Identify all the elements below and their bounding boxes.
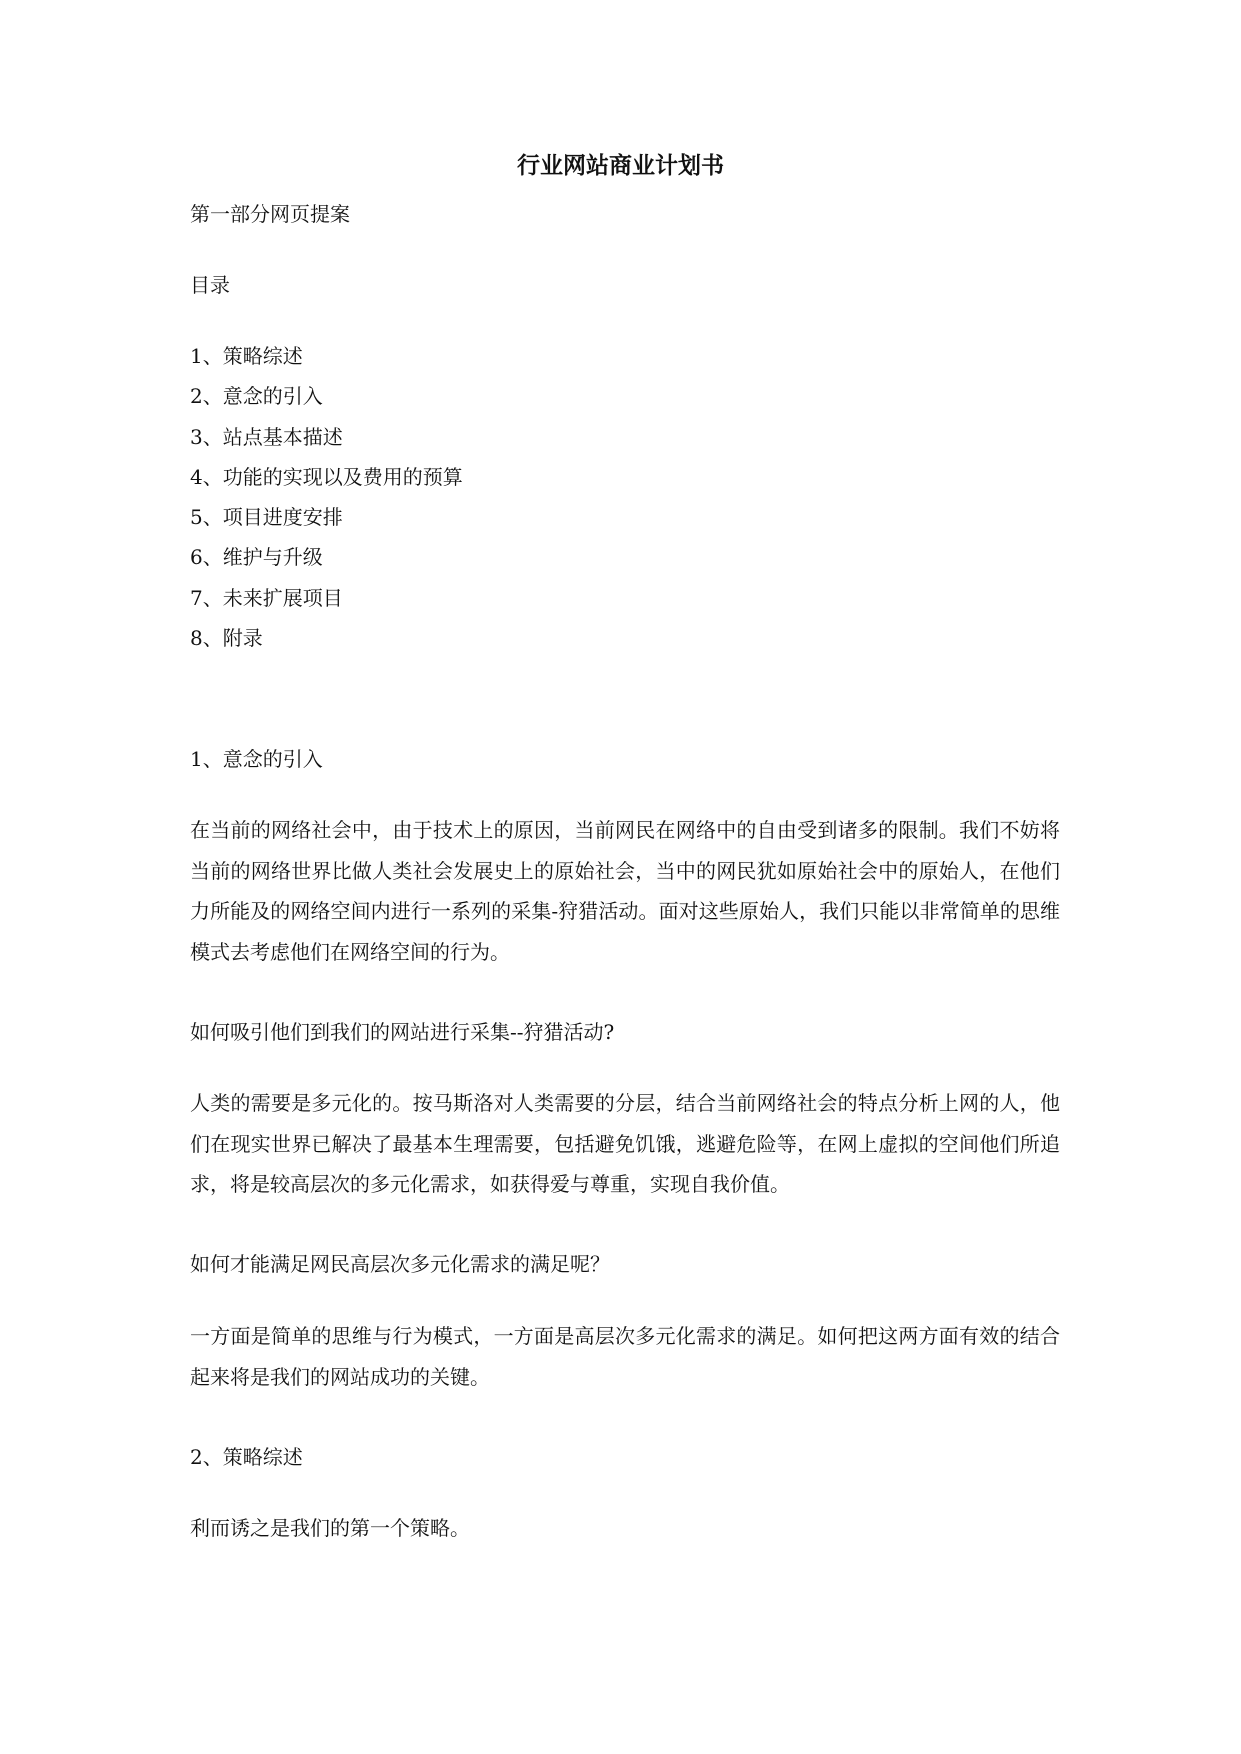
toc-item: 7、未来扩展项目 <box>190 585 343 610</box>
toc-item: 2、意念的引入 <box>190 384 323 409</box>
table-of-contents <box>190 341 463 663</box>
toc-item: 8、附录 <box>190 626 263 651</box>
paragraph-strategy: 利而诱之是我们的第一个策略。 <box>190 1516 470 1540</box>
toc-heading: 目录 <box>190 273 230 297</box>
toc-item: 4、功能的实现以及费用的预算 <box>190 464 463 489</box>
paragraph-needs: 人类的需要是多元化的。按马斯洛对人类需要的分层，结合当前网络社会的特点分析上网的人，他们在现实世界已解决了最基本生理需要，包括避免饥饿，逃避危险等，在网上虚拟的空间他们所追求，将是较高层次的多元化需求，如获得爱与尊重，实现自我价值。 <box>190 1091 1060 1196</box>
section-heading-1: 1、意念的引入 <box>190 747 323 771</box>
paragraph-key: 一方面是简单的思维与行为模式，一方面是高层次多元化需求的满足。如何把这两方面有效的结合起来将是我们的网站成功的关键。 <box>190 1324 1060 1389</box>
document-title: 行业网站商业计划书 <box>517 152 724 179</box>
toc-item: 5、项目进度安排 <box>190 505 343 530</box>
toc-item: 3、站点基本描述 <box>190 424 343 449</box>
part-heading: 第一部分网页提案 <box>190 202 350 226</box>
toc-item: 6、维护与升级 <box>190 545 323 570</box>
paragraph-intro: 在当前的网络社会中，由于技术上的原因，当前网民在网络中的自由受到诸多的限制。我们不妨将当前的网络世界比做人类社会发展史上的原始社会，当中的网民犹如原始社会中的原始人，在他们力所能及的网络空间内进行一系列的采集-狩猎活动。面对这些原始人，我们只能以非常简单的思维模式去考虑他们在网络空间的行为。 <box>190 818 1060 964</box>
question-attract: 如何吸引他们到我们的网站进行采集--狩猎活动? <box>190 1020 615 1044</box>
question-satisfy: 如何才能满足网民高层次多元化需求的满足呢？ <box>190 1252 610 1276</box>
toc-item: 1、策略综述 <box>190 344 303 368</box>
section-heading-2: 2、策略综述 <box>190 1445 303 1469</box>
